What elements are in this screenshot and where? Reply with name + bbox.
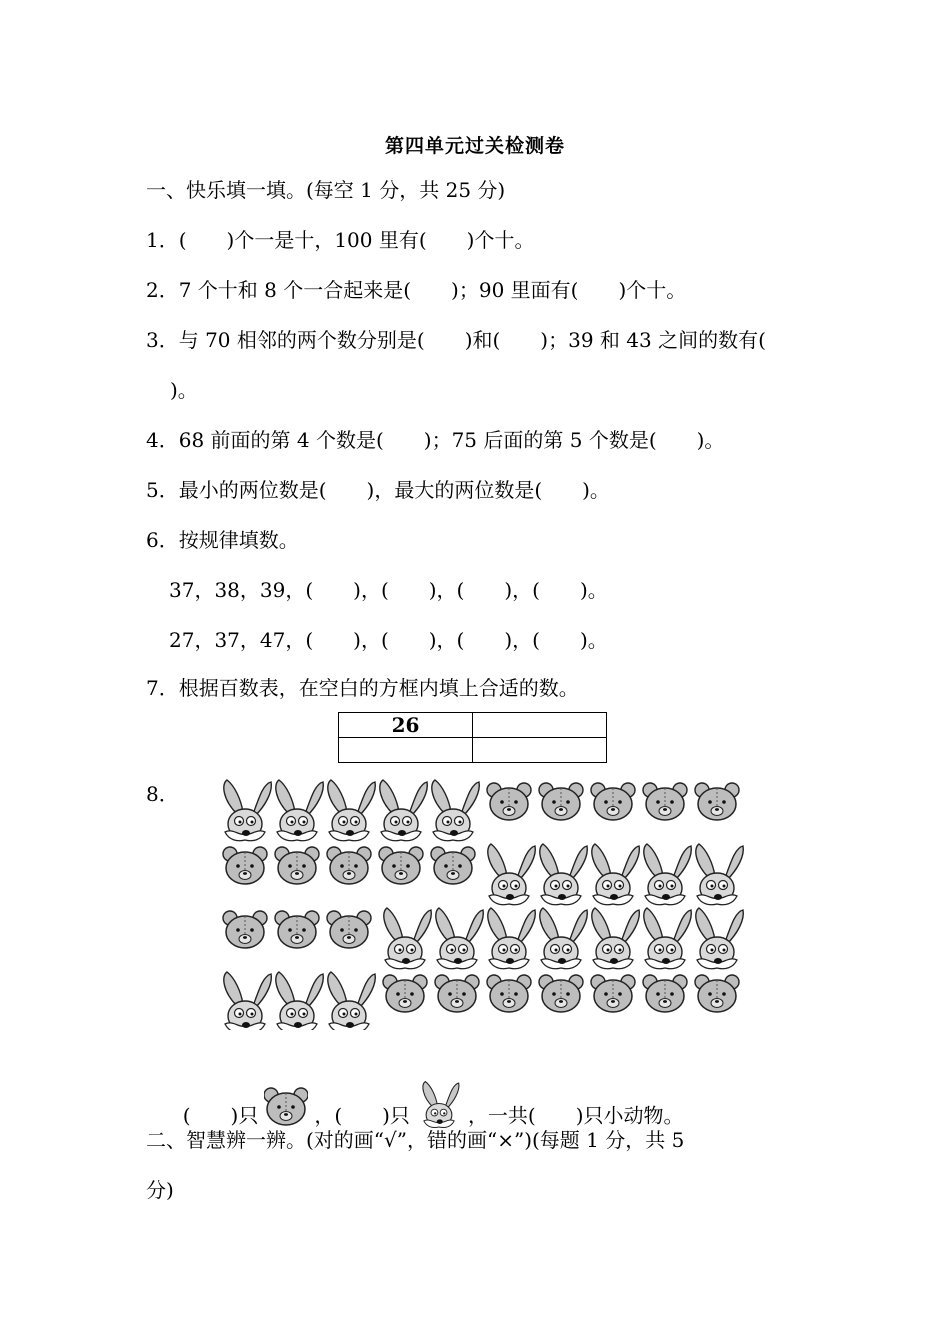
question-5: 5．最小的两位数是( )，最大的两位数是( )。 bbox=[146, 478, 610, 502]
bear-icon bbox=[431, 847, 475, 884]
rabbit-icon bbox=[488, 844, 535, 905]
question-2: 2．7 个十和 8 个一合起来是( )；90 里面有( )个十。 bbox=[146, 278, 687, 302]
rabbit-icon bbox=[540, 908, 587, 969]
section2-heading-line1: 二、智慧辨一辨。(对的画“√”，错的画“×”)(每题 1 分，共 5 bbox=[146, 1128, 685, 1152]
rabbit-icon bbox=[644, 844, 691, 905]
animal-picture-grid bbox=[215, 774, 775, 1030]
rabbit-icon bbox=[276, 780, 323, 841]
rabbit-icon bbox=[540, 844, 587, 905]
section1-heading: 一、快乐填一填。(每空 1 分，共 25 分) bbox=[146, 178, 506, 202]
bear-icon bbox=[327, 847, 371, 884]
bear-icon bbox=[383, 975, 427, 1012]
rabbit-icon bbox=[380, 780, 427, 841]
bear-icon bbox=[327, 911, 371, 948]
hundred-chart-cell-filled: 26 bbox=[339, 713, 473, 738]
hundred-chart-cell-blank[interactable] bbox=[473, 713, 607, 738]
bear-icon bbox=[223, 911, 267, 948]
total-count-blank: ，一共( )只小动物。 bbox=[467, 1103, 684, 1128]
bear-icon bbox=[264, 1087, 308, 1127]
rabbit-icon bbox=[224, 972, 271, 1030]
rabbit-icon bbox=[224, 780, 271, 841]
bear-icon bbox=[695, 783, 739, 820]
bear-icon bbox=[539, 975, 583, 1012]
question-8-number: 8． bbox=[146, 782, 179, 806]
hundred-chart-cell-blank[interactable] bbox=[473, 738, 607, 763]
question-6-row1: 37，38，39，( )，( )，( )，( )。 bbox=[169, 578, 608, 602]
rabbit-icon bbox=[696, 844, 743, 905]
bear-icon bbox=[643, 783, 687, 820]
bear-icon bbox=[591, 783, 635, 820]
bear-icon bbox=[435, 975, 479, 1012]
question-3-line1: 3．与 70 相邻的两个数分别是( )和( )；39 和 43 之间的数有( bbox=[146, 328, 766, 352]
question-6-row2: 27，37，47，( )，( )，( )，( )。 bbox=[169, 628, 608, 652]
question-4: 4．68 前面的第 4 个数是( )；75 后面的第 5 个数是( )。 bbox=[146, 428, 725, 452]
rabbit-icon bbox=[592, 844, 639, 905]
rabbit-icon bbox=[696, 908, 743, 969]
bear-icon bbox=[487, 975, 531, 1012]
bear-icon bbox=[275, 847, 319, 884]
bear-icon bbox=[223, 847, 267, 884]
bear-icon bbox=[275, 911, 319, 948]
question-3-line2: )。 bbox=[170, 378, 198, 402]
question-8-answer-line bbox=[170, 1068, 684, 1128]
hundred-chart-table bbox=[338, 712, 607, 763]
section2-heading-line2: 分) bbox=[146, 1178, 174, 1202]
rabbit-icon bbox=[436, 908, 483, 969]
question-7: 7．根据百数表，在空白的方框内填上合适的数。 bbox=[146, 676, 579, 700]
rabbit-icon bbox=[488, 908, 535, 969]
bear-icon bbox=[487, 783, 531, 820]
bear-icon bbox=[643, 975, 687, 1012]
bear-icon bbox=[379, 847, 423, 884]
rabbit-icon bbox=[328, 780, 375, 841]
rabbit-icon bbox=[328, 972, 375, 1030]
bear-count-blank: ( )只 bbox=[182, 1103, 259, 1128]
question-6: 6．按规律填数。 bbox=[146, 528, 299, 552]
rabbit-icon bbox=[644, 908, 691, 969]
page-title: 第四单元过关检测卷 bbox=[384, 135, 565, 157]
rabbit-count-blank: ，( )只 bbox=[314, 1103, 410, 1128]
bear-icon bbox=[539, 783, 583, 820]
rabbit-icon bbox=[414, 1080, 464, 1130]
rabbit-icon bbox=[592, 908, 639, 969]
bear-icon bbox=[591, 975, 635, 1012]
question-1: 1．( )个一是十，100 里有( )个十。 bbox=[146, 228, 535, 252]
rabbit-icon bbox=[384, 908, 431, 969]
rabbit-icon bbox=[432, 780, 479, 841]
hundred-chart-cell-blank[interactable] bbox=[339, 738, 473, 763]
rabbit-icon bbox=[276, 972, 323, 1030]
bear-icon bbox=[695, 975, 739, 1012]
